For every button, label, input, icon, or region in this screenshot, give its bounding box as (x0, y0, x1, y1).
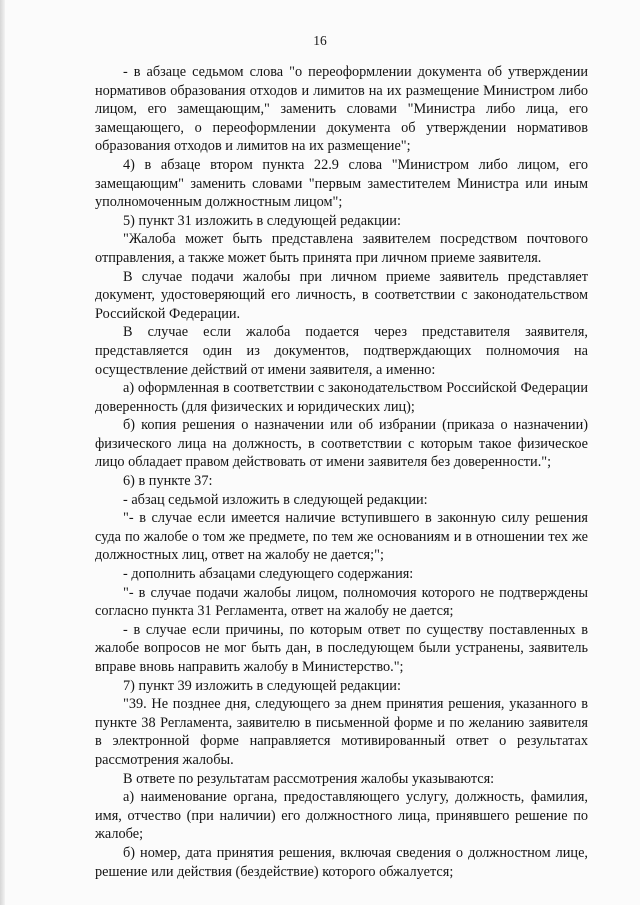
paragraph: - абзац седьмой изложить в следующей редакции: (123, 491, 428, 508)
paragraph: 4) в абзаце втором пункта 22.9 слова "Министром либо лицом, его замещающим" заменить словами "первым заместителем Министра или иным уполномоченным должностным лицом"; (95, 156, 588, 211)
paragraph: 6) в пункте 37: (123, 473, 213, 490)
paragraph: 5) пункт 31 изложить в следующей редакции: (123, 212, 401, 229)
paragraph: В случае подачи жалобы при личном приеме заявитель представляет документ, удостоверяющий его личность, в соответствии с законодательством Российской Федерации. (95, 268, 588, 322)
paragraph: б) номер, дата принятия решения, включая сведения о должностном лице, решение или действия (бездействие) которого обжалуется; (95, 844, 588, 880)
paragraph: 7) пункт 39 изложить в следующей редакции: (123, 677, 401, 694)
paragraph: а) оформленная в соответствии с законодательством Российской Федерации доверенность (для физических и юридических лиц); (95, 380, 588, 415)
paragraph: - в случае если причины, по которым ответ по существу поставленных в жалобе вопросов не мог быть дан, в последующем были устранены, заявитель вправе вновь направить жалобу в Министерство."; (95, 621, 588, 675)
document-body (95, 63, 588, 881)
paragraph: - дополнить абзацами следующего содержания: (123, 566, 414, 583)
paragraph: - в абзаце седьмом слова "о переоформлении документа об утверждении нормативов образования отходов и лимитов на их размещение Министром либо лицом, его замещающим," заменить словами "Министра либо лица, его замещающего, о переоформлении документа об утверждении нормативов образования отходов и лимитов на их размещение"; (95, 64, 588, 155)
paragraph: "- в случае если имеется наличие вступившего в законную силу решения суда по жалобе о том же предмете, по тем же основаниям и в отношении тех же должностных лиц, ответ на жалобу не дается;"; (95, 510, 588, 564)
paragraph: В случае если жалоба подается через представителя заявителя, представляется один из документов, подтверждающих полномочия на осуществление действий от имени заявителя, а именно: (95, 324, 588, 378)
paragraph: В ответе по результатам рассмотрения жалобы указываются: (123, 770, 495, 787)
paragraph: "- в случае подачи жалобы лицом, полномочия которого не подтверждены согласно пункта 31 Регламента, ответ на жалобу не дается; (95, 584, 588, 620)
paragraph: а) наименование органа, предоставляющего услугу, должность, фамилия, имя, отчество (при наличии) его должностного лица, принявшего решение по жалобе; (95, 789, 588, 843)
paragraph: "39. Не позднее дня, следующего за днем принятия решения, указанного в пункте 38 Регламента, заявителю в письменной форме и по желанию заявителя в электронной форме направляется мотивированный ответ о результатах рассмотрения жалобы. (95, 696, 588, 768)
scan-edge-shadow (0, 0, 5, 905)
paragraph: б) копия решения о назначении или об избрании (приказа о назначении) физического лица на должность, в соответствии с которым такое физическое лицо обладает правом действовать от имени заявителя без доверенности."; (95, 417, 588, 471)
paragraph: "Жалоба может быть представлена заявителем посредством почтового отправления, а также может быть принята при личном приеме заявителя. (95, 231, 588, 266)
page-number: 16 (313, 33, 327, 48)
